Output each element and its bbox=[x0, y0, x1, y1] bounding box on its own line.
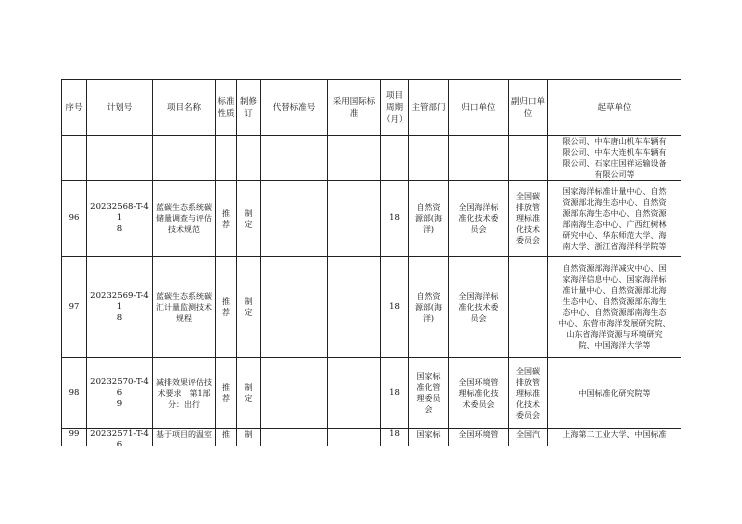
cell-text-line: 8 bbox=[116, 224, 123, 234]
cell-text-line: 术委员会 bbox=[462, 399, 495, 409]
cell-text-line: 全国海洋标 bbox=[458, 291, 499, 301]
cell-intl bbox=[328, 181, 381, 257]
header-drafting-organizations bbox=[548, 80, 682, 136]
cell-text-line: 理标准 bbox=[516, 388, 540, 398]
cell-revision bbox=[237, 136, 261, 181]
cell-plan-no bbox=[87, 181, 153, 257]
cell-text-line: 减排效果评估技 bbox=[156, 377, 212, 387]
cell-authority bbox=[409, 181, 449, 257]
cell-text-line: 源部(海 bbox=[414, 302, 443, 312]
cell-nature bbox=[216, 181, 237, 257]
cell-text-line: 推 bbox=[222, 383, 230, 392]
cell-text-line: 定 bbox=[244, 219, 253, 229]
cell-text-line: 计划号 bbox=[106, 102, 133, 113]
cell-nature bbox=[216, 429, 237, 447]
cell-text-line: 中国标准化研究院等 bbox=[578, 388, 651, 398]
header-international-standard bbox=[328, 80, 381, 136]
cell-intl bbox=[328, 358, 381, 429]
cell-cycle: 18 bbox=[381, 429, 409, 447]
cell-text-line: 家海洋信息中心、国家海洋标 bbox=[562, 275, 667, 284]
cell-text-line: 荐 bbox=[222, 219, 230, 229]
cell-text-line: 院、中国海洋大学等 bbox=[578, 341, 651, 350]
cell-text-line: 理标准化技 bbox=[458, 388, 499, 398]
cell-project-name bbox=[153, 257, 216, 358]
cell-text-line: 上海第二工业大学、中国标准 bbox=[562, 430, 667, 439]
cell-text-line: 洋) bbox=[422, 313, 435, 323]
cell-text-line: 修 bbox=[248, 96, 258, 107]
cell-sub-tc bbox=[509, 257, 548, 358]
cell-text-line: 自然资 bbox=[416, 203, 441, 212]
cell-cycle: 18 bbox=[381, 257, 409, 358]
header-technical-committee bbox=[449, 80, 509, 136]
cell-text-line: 山东省海洋资源与环境研究 bbox=[566, 330, 663, 339]
cell-text-line: 委员会 bbox=[516, 410, 540, 420]
cell-tc bbox=[449, 429, 509, 447]
cell-text-line: 标准 bbox=[349, 96, 376, 119]
cell-text-line: 20232568-T-41 bbox=[90, 202, 149, 223]
cell-text-line: 主管 bbox=[411, 102, 429, 113]
standards-plan-table bbox=[61, 79, 681, 446]
table-row bbox=[62, 257, 682, 358]
cell-text-line: 排放管 bbox=[516, 203, 540, 212]
cell-drafting-org bbox=[548, 181, 682, 257]
cell-text-line: 制 bbox=[244, 208, 253, 218]
cell-text-line: （月 bbox=[382, 114, 400, 125]
cell-text-line: 蓝碳生态系统碳 bbox=[156, 203, 212, 212]
cell-seq-no bbox=[62, 136, 87, 181]
cell-text-line: 归口单位 bbox=[461, 102, 496, 113]
cell-text-line: 推 bbox=[222, 297, 230, 306]
cell-sub-tc bbox=[509, 358, 548, 429]
cell-authority bbox=[409, 429, 449, 447]
header-project-name bbox=[153, 80, 216, 136]
cell-cycle: 18 bbox=[381, 181, 409, 257]
cell-text-line: 全国环境管 bbox=[458, 430, 499, 439]
cell-revision bbox=[237, 358, 261, 429]
cell-text-line: 准计量中心、自然资源部北海 bbox=[562, 286, 667, 295]
cell-project-name bbox=[153, 181, 216, 257]
cell-text-line: 项目 bbox=[385, 90, 403, 101]
cell-text-line: 全国环境管 bbox=[458, 377, 499, 387]
cell-text-line: 自然资 bbox=[416, 291, 441, 301]
cell-text-line: 有限公司等 bbox=[594, 170, 635, 179]
cell-text-line: 副归口 bbox=[510, 96, 537, 107]
cell-text-line: 会 bbox=[424, 405, 433, 414]
cell-text-line: 制 bbox=[244, 297, 253, 306]
cell-drafting-org bbox=[548, 257, 682, 358]
cell-text-line: 态中心、自然资源部南海生态 bbox=[562, 308, 667, 317]
cell-replaced bbox=[261, 181, 328, 257]
cell-text-line: 20232570-T-46 bbox=[90, 376, 149, 398]
cell-plan-no bbox=[87, 358, 153, 429]
cell-text-line: 员会 bbox=[470, 225, 487, 234]
cell-tc bbox=[449, 136, 509, 181]
cell-text-line: 20232569-T-41 bbox=[90, 290, 149, 312]
cell-text-line: 号 bbox=[74, 102, 83, 113]
cell-revision bbox=[237, 181, 261, 257]
cell-text-line: 制 bbox=[244, 430, 253, 439]
cell-text-line: 限公司、中车大连机车车辆有 bbox=[562, 148, 667, 157]
cell-replaced bbox=[261, 136, 328, 181]
cell-text-line: 化技术 bbox=[516, 225, 540, 234]
cell-replaced bbox=[261, 429, 328, 447]
cell-text-line: 荐 bbox=[222, 308, 230, 317]
cell-text-line: 限公司、中车唐山机车车辆有 bbox=[562, 137, 667, 146]
cell-text-line: 标 bbox=[217, 96, 226, 107]
cell-text-line: 全国碳 bbox=[516, 366, 540, 376]
cell-text-line: 国家标 bbox=[416, 430, 441, 439]
cell-nature bbox=[216, 136, 237, 181]
cell-text-line: 蓝碳生态系统碳 bbox=[156, 291, 212, 301]
cell-text-line: 荐 bbox=[222, 394, 230, 403]
cell-text-line: 基于项目的温室 bbox=[156, 430, 212, 439]
cell-text-line: 序 bbox=[65, 102, 74, 113]
cell-intl bbox=[328, 136, 381, 181]
cell-sub-tc bbox=[509, 136, 548, 181]
cell-plan-no bbox=[87, 136, 153, 181]
cell-text-line: 汇计量监测技术 bbox=[156, 302, 212, 312]
cell-text-line: 定 bbox=[244, 394, 253, 403]
cell-text-line: 源部东海生态中心、自然资源 bbox=[562, 208, 667, 218]
cell-text-line: 准化管 bbox=[416, 383, 441, 392]
cell-nature bbox=[216, 358, 237, 429]
cell-text-line: 规程 bbox=[176, 313, 192, 323]
cell-text-line: 分：出行 bbox=[168, 399, 200, 409]
cell-seq-no: 96 bbox=[62, 181, 87, 257]
cell-text-line: 部南海生态中心、广西红树林 bbox=[562, 219, 667, 229]
cell-text-line: 全国汽 bbox=[516, 430, 540, 439]
table-row bbox=[62, 429, 682, 447]
cell-text-line: 20232571-T-46 bbox=[90, 429, 149, 446]
cell-text-line: 国家海洋标准计量中心、自然 bbox=[562, 186, 667, 196]
cell-text-line: 代替标准号 bbox=[272, 102, 316, 113]
cell-text-line: 制 bbox=[244, 383, 253, 392]
cell-text-line: 技术规范 bbox=[168, 225, 200, 234]
cell-project-name bbox=[153, 136, 216, 181]
table-header-row bbox=[62, 80, 682, 136]
cell-text-line: 性 bbox=[217, 108, 226, 119]
header-plan-no bbox=[87, 80, 153, 136]
cell-tc bbox=[449, 181, 509, 257]
cell-text-line: 理委员 bbox=[416, 394, 441, 403]
cell-sub-tc bbox=[509, 429, 548, 447]
cell-authority bbox=[409, 358, 449, 429]
cell-text-line: 8 bbox=[116, 312, 123, 323]
cell-text-line: 起草单位 bbox=[597, 102, 632, 113]
cell-authority bbox=[409, 136, 449, 181]
cell-text-line: 排放管 bbox=[516, 377, 540, 387]
header-standard-nature bbox=[216, 80, 237, 136]
header-replaced-standard bbox=[261, 80, 328, 136]
cell-text-line: 委员会 bbox=[516, 236, 540, 245]
cell-intl bbox=[328, 429, 381, 447]
table-row-continuation bbox=[62, 136, 682, 181]
cell-tc bbox=[449, 257, 509, 358]
cell-text-line: 源部(海 bbox=[414, 214, 443, 223]
cell-text-line: 理标准 bbox=[516, 214, 540, 223]
cell-replaced bbox=[261, 358, 328, 429]
cell-text-line: 限公司、石家庄国祥运输设备 bbox=[562, 159, 667, 168]
cell-text-line: 准化技术委 bbox=[458, 302, 499, 312]
cell-text-line: 推 bbox=[222, 208, 230, 218]
cell-text-line: 质 bbox=[226, 108, 235, 119]
cell-text-line: 洋) bbox=[422, 225, 435, 234]
cell-sub-tc bbox=[509, 181, 548, 257]
cell-plan-no bbox=[87, 429, 153, 447]
cell-seq-no: 97 bbox=[62, 257, 87, 358]
header-sub-committee bbox=[509, 80, 548, 136]
cell-text-line: 全国海洋标 bbox=[458, 203, 499, 212]
cell-text-line: 全国碳 bbox=[516, 192, 540, 201]
cell-text-line: 中心、东营市海洋发展研究院、 bbox=[558, 319, 671, 328]
cell-text-line: 资源部北海生态中心、自然资 bbox=[562, 197, 667, 207]
cell-text-line: 化技术 bbox=[516, 399, 540, 409]
cell-text-line: 准 bbox=[226, 96, 235, 107]
cell-text-line: 部门 bbox=[428, 102, 446, 113]
cell-cycle bbox=[381, 136, 409, 181]
cell-text-line: ） bbox=[399, 114, 408, 125]
cell-replaced bbox=[261, 257, 328, 358]
cell-text-line: 南大学、浙江省海洋科学院等 bbox=[562, 241, 667, 251]
cell-text-line: 准化技术委 bbox=[458, 214, 499, 223]
cell-cycle: 18 bbox=[381, 358, 409, 429]
cell-revision bbox=[237, 429, 261, 447]
table-row bbox=[62, 181, 682, 257]
cell-nature bbox=[216, 257, 237, 358]
cell-text-line: 员会 bbox=[470, 313, 487, 323]
cell-text-line: 订 bbox=[244, 108, 253, 119]
cell-text-line: 制 bbox=[239, 96, 249, 107]
cell-seq-no: 99 bbox=[62, 429, 87, 447]
cell-drafting-org bbox=[548, 136, 682, 181]
header-authority bbox=[409, 80, 449, 136]
header-project-cycle bbox=[381, 80, 409, 136]
cell-text-line: 国家标 bbox=[416, 372, 441, 381]
table-row bbox=[62, 358, 682, 429]
header-seq-no bbox=[62, 80, 87, 136]
cell-text-line: 项目名称 bbox=[166, 102, 201, 113]
header-revision-type bbox=[237, 80, 261, 136]
cell-text-line: 自然资源部海洋减灾中心、国 bbox=[562, 264, 667, 273]
cell-text-line: 周期 bbox=[385, 102, 403, 113]
cell-intl bbox=[328, 257, 381, 358]
cell-text-line: 定 bbox=[244, 308, 253, 317]
cell-tc bbox=[449, 358, 509, 429]
cell-drafting-org bbox=[548, 429, 682, 447]
cell-text-line: 生态中心、自然资源部东海生 bbox=[562, 297, 667, 306]
cell-project-name bbox=[153, 429, 216, 447]
standards-plan-table-container bbox=[61, 79, 681, 446]
cell-text-line: 推 bbox=[222, 430, 230, 439]
cell-text-line: 储量调查与评估 bbox=[156, 214, 212, 223]
cell-seq-no: 98 bbox=[62, 358, 87, 429]
cell-drafting-org bbox=[548, 358, 682, 429]
cell-text-line: 术要求 第1部 bbox=[157, 388, 211, 398]
cell-text-line: 采用国际 bbox=[332, 96, 367, 107]
cell-authority bbox=[409, 257, 449, 358]
cell-text-line: 研究中心、华东师范大学、海 bbox=[562, 230, 667, 240]
cell-text-line: 单位 bbox=[523, 96, 546, 119]
cell-text-line: 9 bbox=[116, 398, 123, 409]
cell-plan-no bbox=[87, 257, 153, 358]
cell-project-name bbox=[153, 358, 216, 429]
cell-revision bbox=[237, 257, 261, 358]
